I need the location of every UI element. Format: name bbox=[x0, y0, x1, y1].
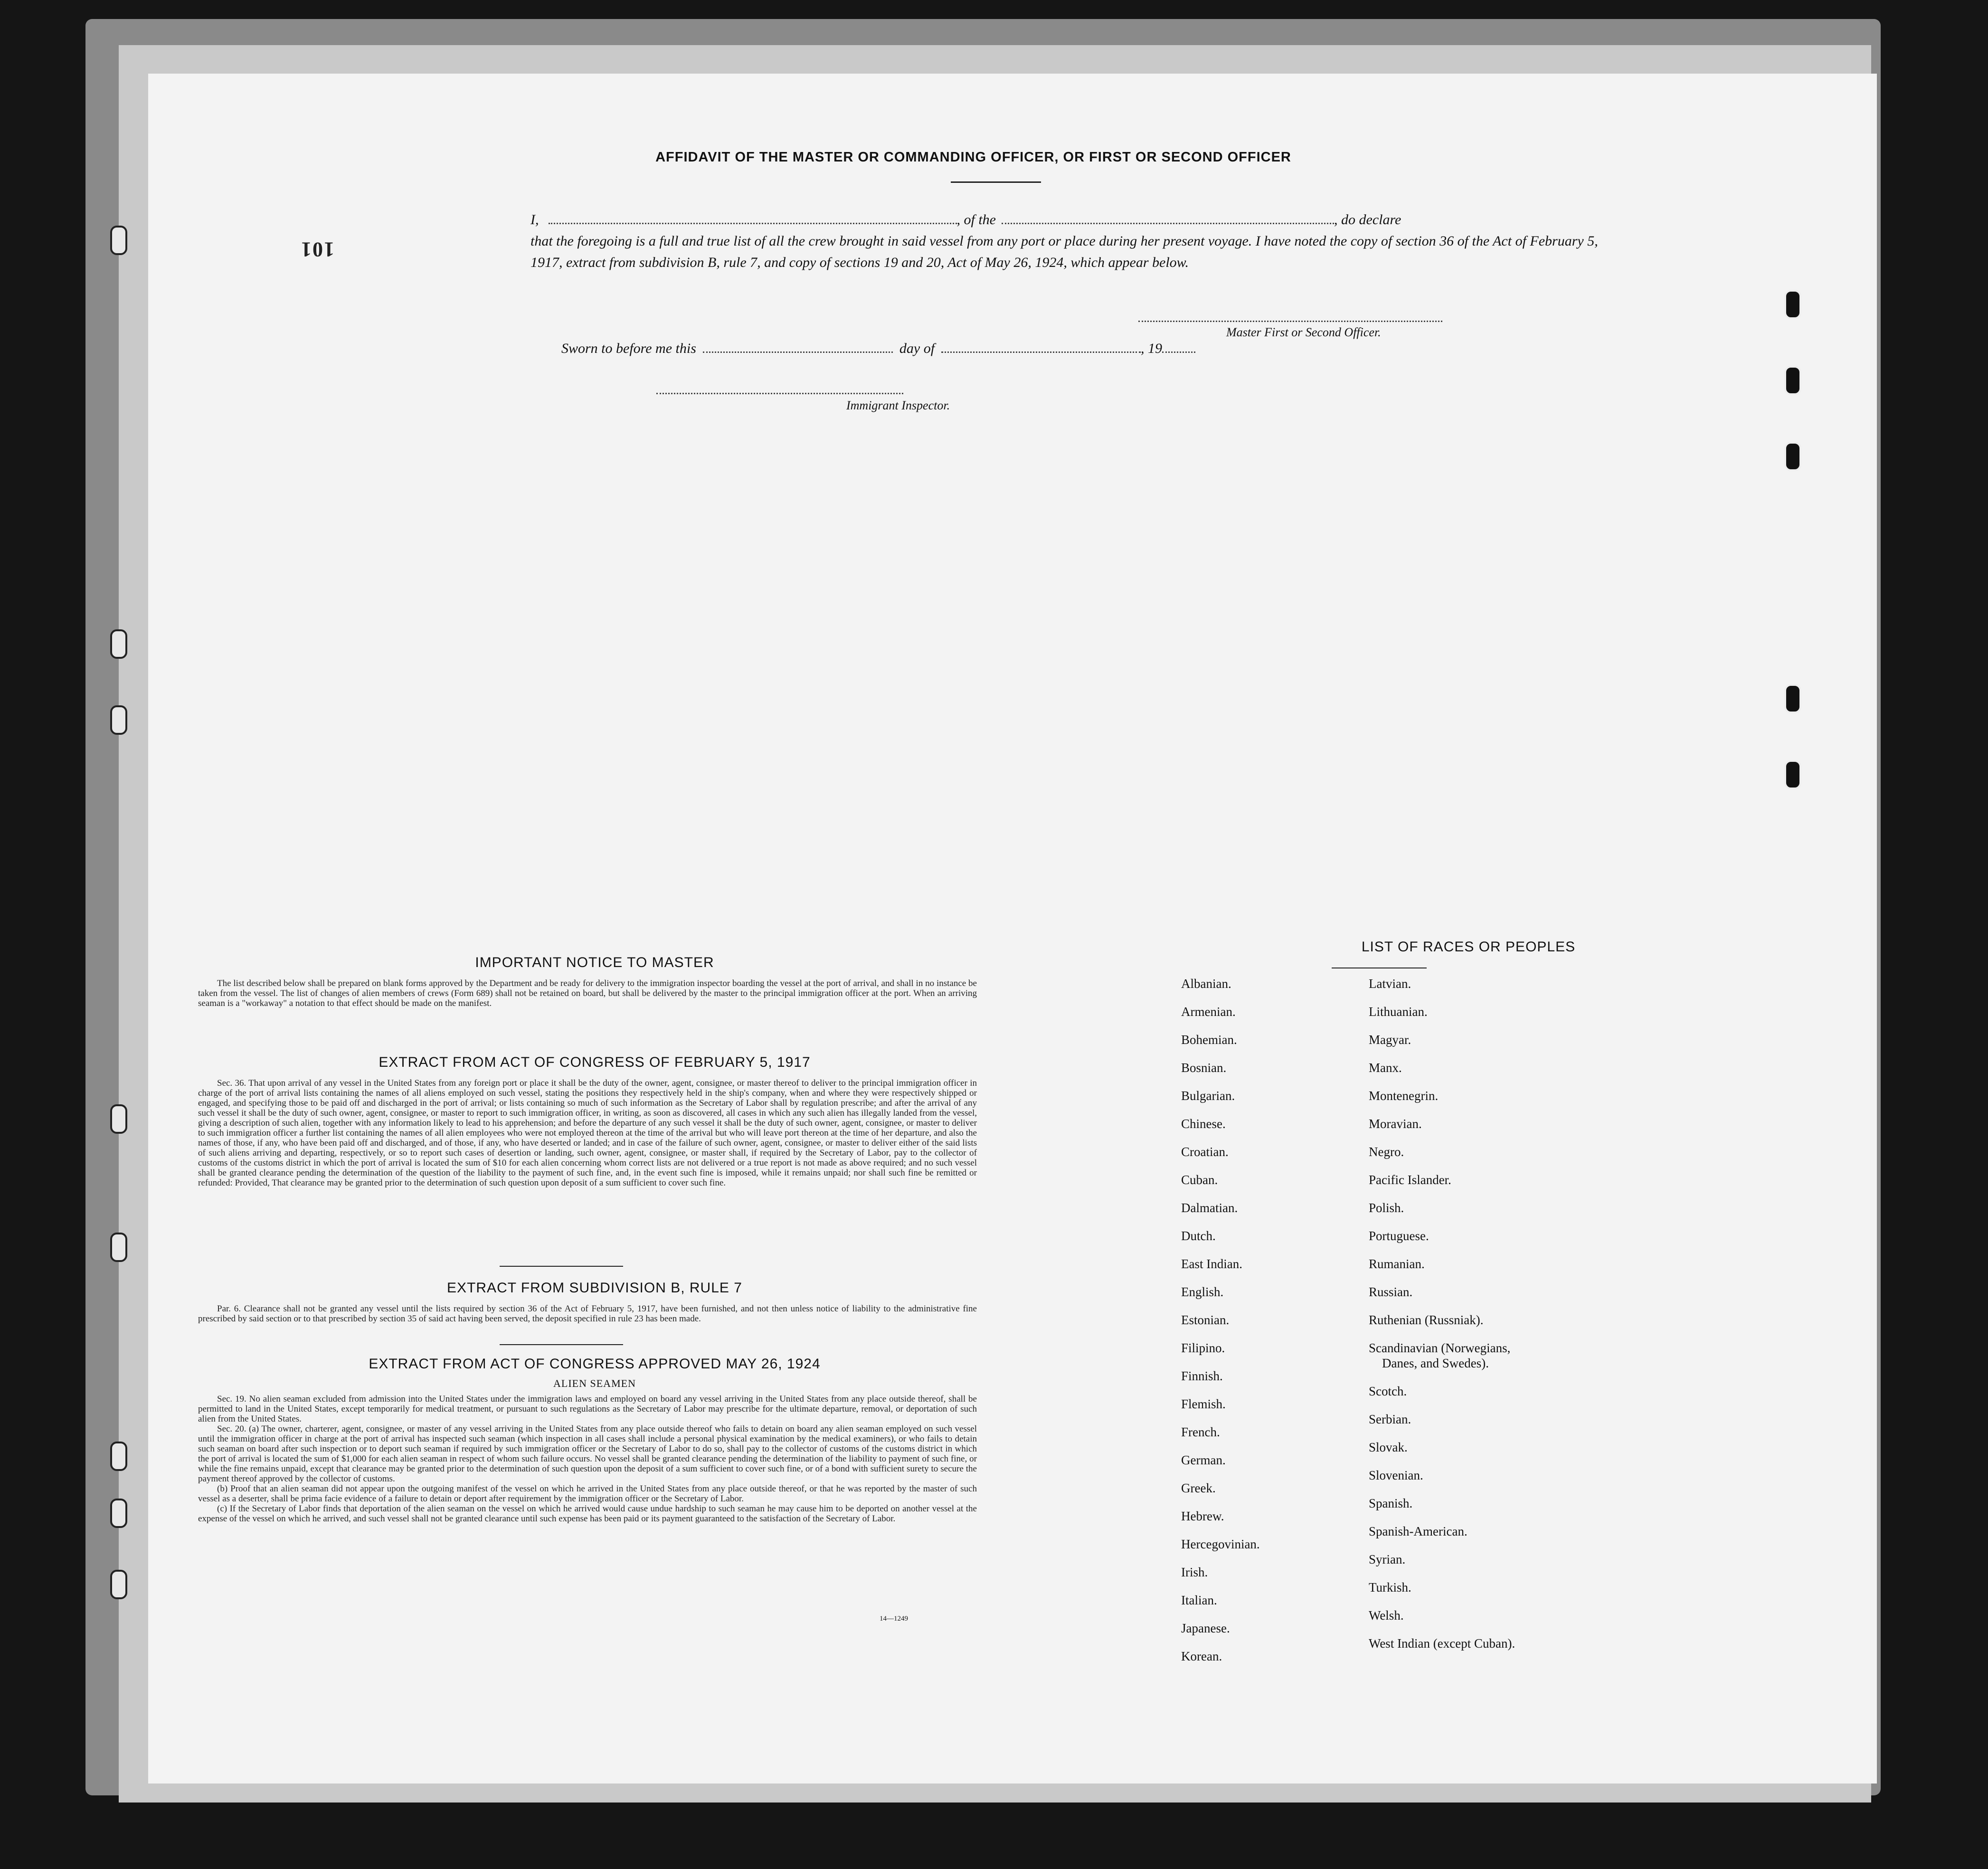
inspector-signature-line bbox=[656, 393, 903, 394]
race-item: Greek. bbox=[1181, 1481, 1216, 1495]
race-item: Latvian. bbox=[1369, 977, 1411, 991]
affidavit-i-label: I, bbox=[530, 212, 539, 228]
binder-hole bbox=[110, 629, 127, 659]
race-item: Ruthenian (Russniak). bbox=[1369, 1313, 1484, 1327]
race-item: Portuguese. bbox=[1369, 1229, 1429, 1243]
race-item: Syrian. bbox=[1369, 1552, 1406, 1566]
extract-1924-text bbox=[198, 1394, 977, 1524]
day-of-label: day of bbox=[899, 341, 935, 356]
race-item: Cuban. bbox=[1181, 1173, 1218, 1187]
race-item: Danes, and Swedes). bbox=[1382, 1356, 1489, 1370]
race-item: Montenegrin. bbox=[1369, 1089, 1439, 1103]
affidavit-declare-label: , do declare bbox=[1334, 212, 1401, 228]
notice-title: IMPORTANT NOTICE TO MASTER bbox=[475, 955, 714, 970]
race-item: Dalmatian. bbox=[1181, 1201, 1238, 1215]
race-item: Polish. bbox=[1369, 1201, 1404, 1215]
divider bbox=[951, 181, 1041, 183]
paragraph-6: Par. 6. Clearance shall not be granted any vessel until the lists required by section 36 of the Act of February 5, 1917, have been furnished, and not then unless notice of liability to the administrative fine prescribed by said section or to that prescribed by section 35 of said act having been served, the deposit specified in rule 23 has been made. bbox=[198, 1304, 977, 1324]
extract-1917-text bbox=[198, 1078, 977, 1188]
race-item: Russian. bbox=[1369, 1285, 1413, 1299]
race-item: Finnish. bbox=[1181, 1369, 1223, 1383]
binder-hole bbox=[110, 1104, 127, 1134]
day-blank bbox=[703, 351, 893, 353]
page-number: 101 bbox=[300, 238, 334, 261]
race-item: Albanian. bbox=[1181, 977, 1231, 991]
race-item: East Indian. bbox=[1181, 1257, 1242, 1271]
master-signature-line bbox=[1138, 321, 1442, 322]
race-item: Scotch. bbox=[1369, 1384, 1407, 1398]
year-blank bbox=[1162, 351, 1195, 353]
binder-hole bbox=[1784, 290, 1801, 319]
alien-seamen-subtitle: ALIEN SEAMEN bbox=[553, 1377, 636, 1389]
race-item: Turkish. bbox=[1369, 1580, 1411, 1594]
race-item: Japanese. bbox=[1181, 1621, 1230, 1635]
race-item: West Indian (except Cuban). bbox=[1369, 1636, 1515, 1651]
binder-hole bbox=[110, 1499, 127, 1528]
race-item: Bulgarian. bbox=[1181, 1089, 1235, 1103]
sworn-line bbox=[561, 341, 1195, 357]
race-item: Slovak. bbox=[1369, 1440, 1408, 1454]
races-column-2 bbox=[1369, 976, 1515, 1664]
inspector-signature-label: Immigrant Inspector. bbox=[846, 398, 950, 412]
race-item: Serbian. bbox=[1369, 1412, 1411, 1426]
race-item: German. bbox=[1181, 1453, 1226, 1467]
race-item: Magyar. bbox=[1369, 1033, 1411, 1047]
binder-hole bbox=[1784, 684, 1801, 713]
affidavit-of-the-label: , of the bbox=[956, 212, 996, 228]
race-item: Bohemian. bbox=[1181, 1033, 1237, 1047]
vessel-blank bbox=[1002, 223, 1334, 224]
race-item: Spanish. bbox=[1369, 1496, 1413, 1510]
notice-paragraph: The list described below shall be prepared on blank forms approved by the Department and be ready for delivery to the immigration inspector boarding the vessel at the port of arrival, and shall in no instance be taken from the vessel. The list of changes of alien members of crews (Form 689) shall not be retained on board, but shall be delivered by the master to the principal immigration officer at the port. When an arriving seaman is a "workaway" a notation to that effect should be made on the manifest. bbox=[198, 978, 977, 1008]
races-title: LIST OF RACES OR PEOPLES bbox=[1361, 939, 1576, 955]
extract-1924-title: EXTRACT FROM ACT OF CONGRESS APPROVED MAY 26, 1924 bbox=[369, 1356, 821, 1372]
master-signature-label: Master First or Second Officer. bbox=[1226, 325, 1381, 339]
race-item: Dutch. bbox=[1181, 1229, 1216, 1243]
binder-hole bbox=[1784, 442, 1801, 471]
race-item: Lithuanian. bbox=[1369, 1005, 1428, 1019]
binder-hole bbox=[110, 226, 127, 255]
section-20b-paragraph: (b) Proof that an alien seaman did not appear upon the outgoing manifest of the vessel on which he arrived in the United States from any place outside thereof, or that he was reported by the master of such vessel as a deserter, shall be prima facie evidence of a failure to detain or deport after requirement by the immigration officer or the Secretary of Labor. bbox=[198, 1484, 977, 1504]
affidavit-statement: that the foregoing is a full and true list of all the crew brought in said vessel from any port or place during her present voyage. I have noted the copy of section 36 of the Act of February 5, 1917, extract from subdivision B, rule 7, and copy of sections 19 and 20, Act of May 26, 1924, which appear below. bbox=[530, 233, 1598, 270]
binder-hole bbox=[110, 705, 127, 735]
race-item: French. bbox=[1181, 1425, 1220, 1439]
race-item: Chinese. bbox=[1181, 1117, 1226, 1131]
month-blank bbox=[941, 351, 1141, 353]
race-item: Hercegovinian. bbox=[1181, 1537, 1260, 1551]
race-item: Bosnian. bbox=[1181, 1061, 1227, 1075]
race-item: Welsh. bbox=[1369, 1608, 1404, 1622]
form-number: 14—1249 bbox=[880, 1615, 908, 1622]
section-36-paragraph: Sec. 36. That upon arrival of any vessel in the United States from any foreign port or place it shall be the duty of the owner, agent, consignee, or master thereof to deliver to the principal immigration officer in charge of the port of arrival lists containing the names of all aliens employed on such vessel, stating the positions they respectively held in the ship's company, when and where they were respectively shipped or engaged, and specifying those to be paid off and discharged in the port of arrival; or lists containing so much of such information as the Secretary of Labor shall by regulation prescribe; and after the arrival of any such vessel it shall be the duty of such owner, agent, consignee, or master to report to such immigration officer, in writing, as soon as discovered, all cases in which any such alien has illegally landed from the vessel, giving a description of such alien, together with any information likely to lead to his apprehension; and before the departure of any such vessel it shall be the duty of such owner, agent, consignee, or master to deliver to such immigration officer a further list containing the names of all alien employees who were not employed thereon at the time of the arrival but who will leave port thereon at the time of her departure, and also the names of those, if any, who have been paid off and discharged, and of those, if any, who have deserted or landed; and in case of the failure of such owner, agent, consignee, or master to deliver either of the said lists of such aliens arriving and departing, respectively, or so to report such cases of desertion or landing, such owner, agent, consignee, or master shall, if required by the Secretary of Labor, pay to the collector of customs of the customs district in which the port of arrival is located the sum of $10 for each alien concerning whom correct lists are not delivered or a true report is not made as above required; and no such vessel shall be granted clearance pending the determination of the question of the liability to the payment of such fine, and, in the event such fine is imposed, while it remains unpaid; nor shall such fine be remitted or refunded: Provided, That clearance may be granted prior to the determination of such question upon deposit of a sum sufficient to cover such fine. bbox=[198, 1078, 977, 1188]
notice-text bbox=[198, 978, 977, 1008]
race-item: Armenian. bbox=[1181, 1005, 1236, 1019]
divider bbox=[500, 1266, 623, 1267]
extract-rule7-title: EXTRACT FROM SUBDIVISION B, RULE 7 bbox=[447, 1280, 742, 1296]
race-item: Rumanian. bbox=[1369, 1257, 1425, 1271]
affidavit-title: AFFIDAVIT OF THE MASTER OR COMMANDING OFFICER, OR FIRST OR SECOND OFFICER bbox=[655, 150, 1291, 165]
section-19-paragraph: Sec. 19. No alien seaman excluded from admission into the United States under the immigration laws and employed on board any vessel arriving in the United States from any place outside thereof, shall be permitted to land in the United States, except temporarily for medical treatment, or pursuant to such regulations as the Secretary of Labor may prescribe for the ultimate departure, removal, or deportation of such alien from the United States. bbox=[198, 1394, 977, 1424]
race-item: Moravian. bbox=[1369, 1117, 1422, 1131]
race-item: Estonian. bbox=[1181, 1313, 1230, 1327]
affidavit-body bbox=[530, 209, 1609, 273]
extract-1917-title: EXTRACT FROM ACT OF CONGRESS OF FEBRUARY 5, 1917 bbox=[379, 1054, 811, 1070]
race-item: Slovenian. bbox=[1369, 1468, 1423, 1482]
race-item: Manx. bbox=[1369, 1061, 1402, 1075]
name-blank bbox=[549, 223, 957, 224]
race-item: Pacific Islander. bbox=[1369, 1173, 1451, 1187]
binder-hole bbox=[110, 1233, 127, 1262]
document-page bbox=[148, 74, 1877, 1784]
races-column-1 bbox=[1181, 976, 1260, 1677]
year-prefix: , 19 bbox=[1141, 341, 1163, 356]
race-item: English. bbox=[1181, 1285, 1224, 1299]
section-20a-paragraph: Sec. 20. (a) The owner, charterer, agent, consignee, or master of any vessel arriving in the United States from any place outside thereof who fails to detain on board any alien seaman employed on such vessel until the immigration officer in charge at the port of arrival has inspected such seaman (which inspection in all cases shall include a personal physical examination by the medical examiners), or who fails to detain such seaman on board after such inspection or to deport such seaman if required by such immigration officer or the Secretary of Labor to do so, shall pay to the collector of customs of the customs district in which the port of arrival is located the sum of $1,000 for each alien seaman in respect of whom such failure occurs. No vessel shall be granted clearance pending the determination of the liability to payment of such fine, or while the fine remains unpaid, except that clearance may be granted prior to the determination of such question upon the deposit of a sum sufficient to cover such fine, or of a bond with sufficient surety to secure the payment thereof approved by the collector of customs. bbox=[198, 1424, 977, 1484]
race-item: Flemish. bbox=[1181, 1397, 1226, 1411]
race-item: Korean. bbox=[1181, 1649, 1222, 1663]
divider bbox=[500, 1344, 623, 1345]
binder-hole bbox=[1784, 366, 1801, 395]
section-20c-paragraph: (c) If the Secretary of Labor finds that deportation of the alien seaman on the vessel on which he arrived would cause undue hardship to such seaman he may cause him to be deported on another vessel at the expense of the vessel on which he arrived, and such vessel shall not be granted clearance until such expense has been paid or its payment guaranteed to the satisfaction of the Secretary of Labor. bbox=[198, 1504, 977, 1524]
race-item: Filipino. bbox=[1181, 1341, 1225, 1355]
binder-hole bbox=[110, 1442, 127, 1471]
extract-rule7-text bbox=[198, 1304, 977, 1324]
sworn-prefix: Sworn to before me this bbox=[561, 341, 696, 356]
race-item: Italian. bbox=[1181, 1593, 1217, 1607]
race-item: Croatian. bbox=[1181, 1145, 1229, 1159]
binder-hole bbox=[1784, 760, 1801, 789]
race-item: Negro. bbox=[1369, 1145, 1404, 1159]
race-item: Spanish-American. bbox=[1369, 1524, 1467, 1538]
race-item: Hebrew. bbox=[1181, 1509, 1224, 1523]
binder-hole bbox=[110, 1570, 127, 1599]
race-item: Irish. bbox=[1181, 1565, 1208, 1579]
race-item: Scandinavian (Norwegians, bbox=[1369, 1341, 1511, 1355]
